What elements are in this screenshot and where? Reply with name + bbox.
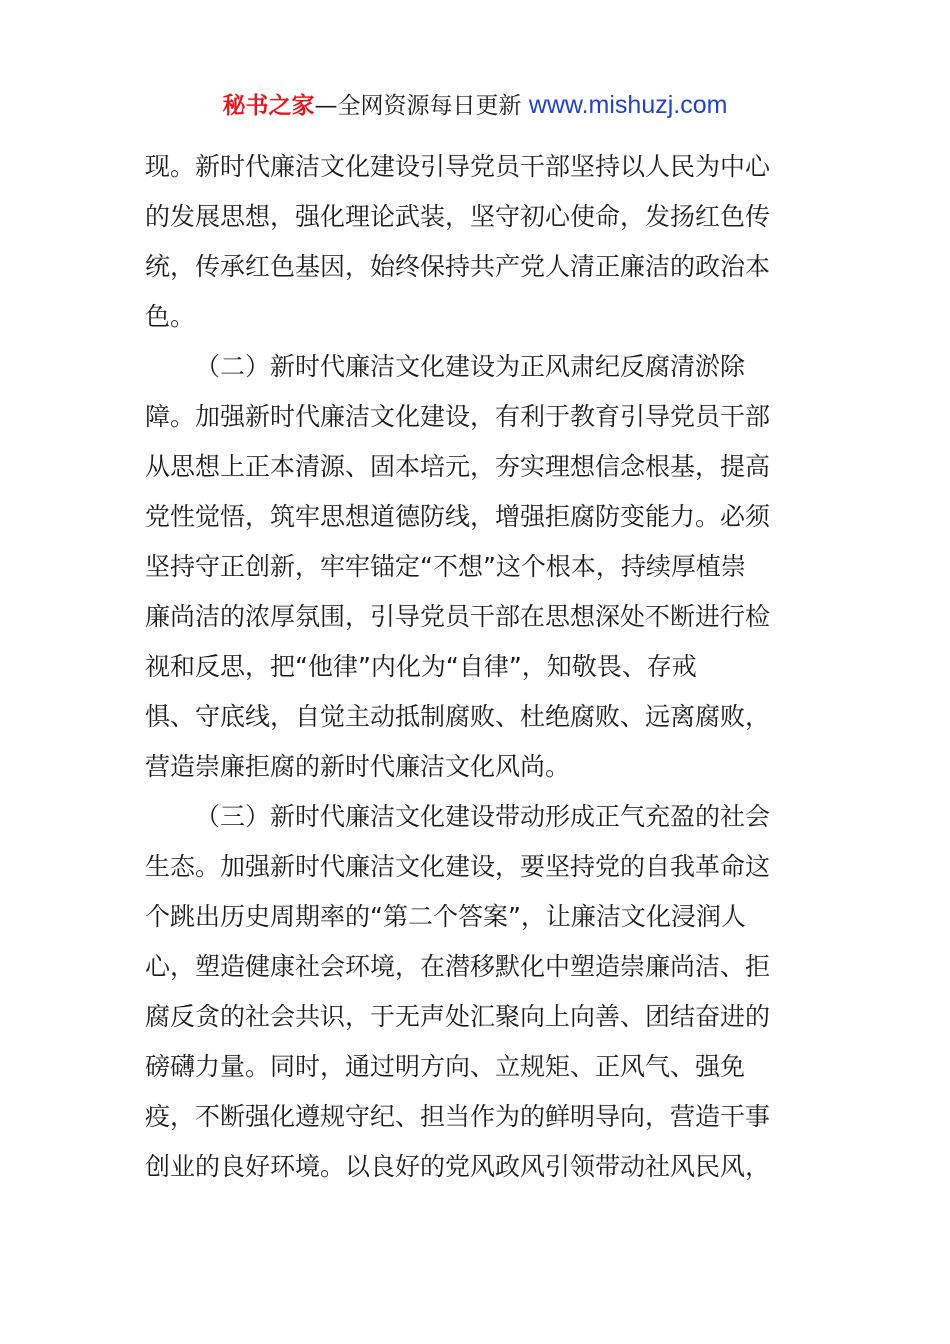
- text-line: 坚持守正创新，牢牢锚定“不想”这个根本，持续厚植崇: [145, 552, 746, 581]
- section-heading-line: （二）新时代廉洁文化建设为正风肃纪反腐清淤除: [195, 352, 746, 381]
- text-line: 视和反思，把“他律”内化为“自律”，知敬畏、存戒: [145, 652, 697, 681]
- text-line: 个跳出历史周期率的“第二个答案”，让廉洁文化浸润人: [145, 902, 746, 931]
- site-url-link[interactable]: www.mishuzj.com: [528, 91, 728, 119]
- text-line: 现。新时代廉洁文化建设引导党员干部坚持以人民为中心: [145, 152, 771, 181]
- document-body: [145, 142, 810, 1192]
- text-line: 统，传承红色基因，始终保持共产党人清正廉洁的政治本: [145, 252, 771, 281]
- site-brand: 秘书之家: [222, 93, 315, 119]
- text-line: 创业的良好环境。以良好的党风政风引领带动社风民风，: [145, 1152, 771, 1181]
- text-line: 从思想上正本清源、固本培元，夯实理想信念根基，提高: [145, 452, 771, 481]
- text-line: 障。加强新时代廉洁文化建设，有利于教育引导党员干部: [145, 402, 771, 431]
- text-line: 色。: [145, 302, 196, 331]
- text-line: 磅礴力量。同时，通过明方向、立规矩、正风气、强免: [145, 1052, 746, 1081]
- page-header: [0, 88, 950, 123]
- text-line: 生态。加强新时代廉洁文化建设，要坚持党的自我革命这: [145, 852, 771, 881]
- text-line: 心，塑造健康社会环境，在潜移默化中塑造崇廉尚洁、拒: [145, 952, 771, 981]
- text-line: 营造崇廉拒腐的新时代廉洁文化风尚。: [145, 752, 571, 781]
- text-line: 党性觉悟，筑牢思想道德防线，增强拒腐防变能力。必须: [145, 502, 771, 531]
- text-line: 惧、守底线，自觉主动抵制腐败、杜绝腐败、远离腐败，: [145, 702, 771, 731]
- site-tagline: —全网资源每日更新: [314, 93, 529, 119]
- text-line: 腐反贪的社会共识，于无声处汇聚向上向善、团结奋进的: [145, 1002, 771, 1031]
- section-heading-line: （三）新时代廉洁文化建设带动形成正气充盈的社会: [195, 802, 771, 831]
- text-line: 的发展思想，强化理论武装，坚守初心使命，发扬红色传: [145, 202, 771, 231]
- text-line: 廉尚洁的浓厚氛围，引导党员干部在思想深处不断进行检: [145, 602, 771, 631]
- text-line: 疫，不断强化遵规守纪、担当作为的鲜明导向，营造干事: [145, 1102, 771, 1131]
